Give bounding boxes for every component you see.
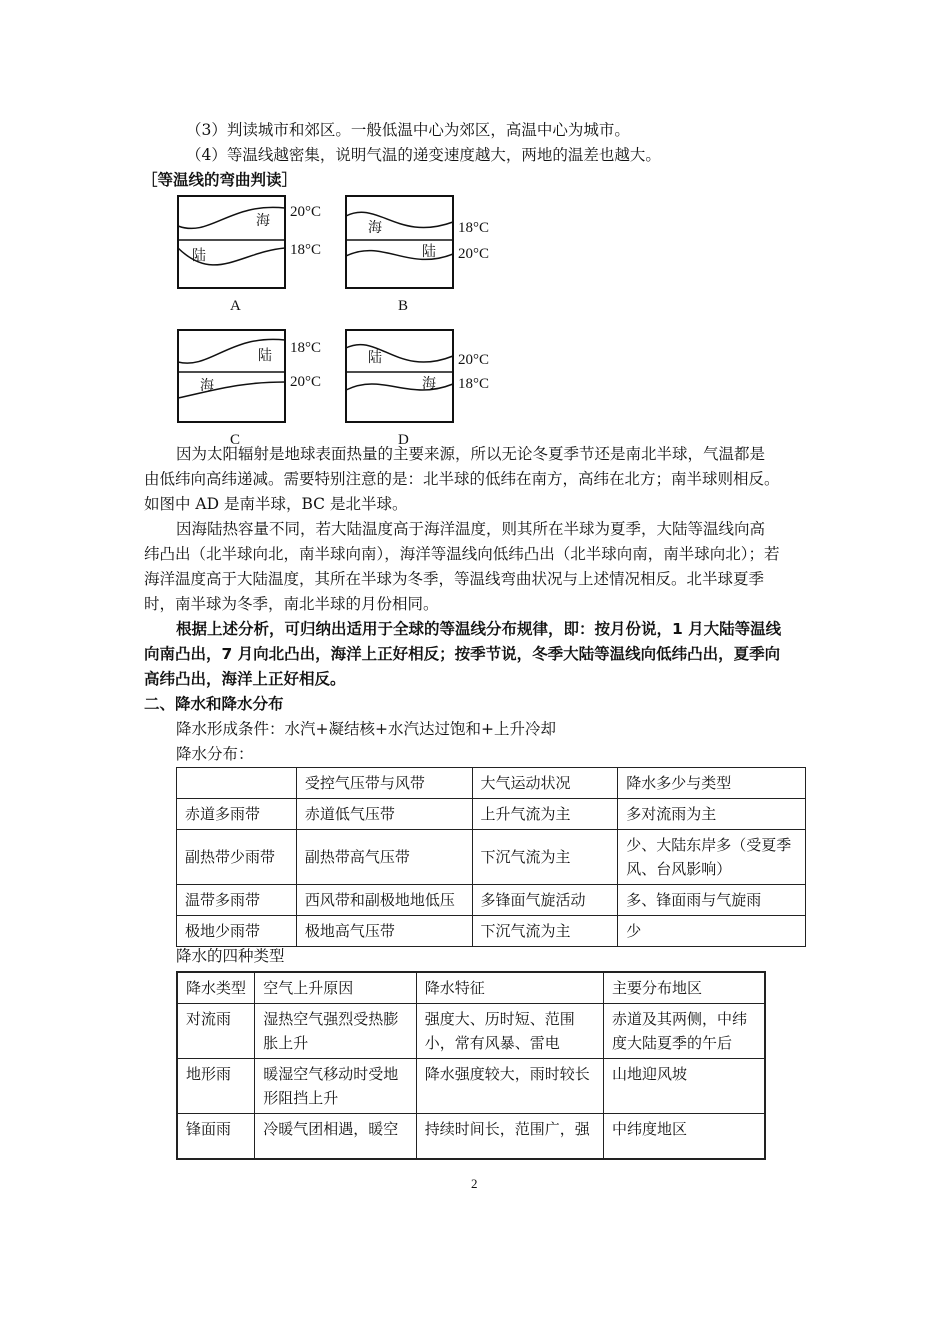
diagram-b-upper-temp: 18°C bbox=[458, 220, 490, 236]
table-cell: 极地高气压带 bbox=[296, 916, 472, 947]
table-cell: 强度大、历时短、范围小，常有风暴、雷电 bbox=[416, 1004, 603, 1059]
table-cell: 温带多雨带 bbox=[177, 885, 297, 916]
diagram-a-upper-temp: 20°C bbox=[290, 204, 322, 220]
table-cell: 地形雨 bbox=[177, 1059, 255, 1114]
diagram-a-caption: A bbox=[230, 298, 241, 314]
diagram-b-lower-label: 陆 bbox=[422, 244, 436, 260]
diagram-d-caption: D bbox=[398, 432, 409, 448]
diagram-c-lower-temp: 20°C bbox=[290, 374, 322, 390]
diagram-b-caption: B bbox=[398, 298, 409, 314]
table-cell: 赤道及其两侧，中纬度大陆夏季的午后 bbox=[604, 1004, 765, 1059]
table-cell: 上升气流为主 bbox=[472, 799, 618, 830]
isotherm-diagram-b bbox=[338, 192, 503, 317]
table-row bbox=[177, 1114, 765, 1160]
intro-line-4: （4）等温线越密集，说明气温的递变速度越大，两地的温差也越大。 bbox=[186, 146, 661, 164]
table-cell: 下沉气流为主 bbox=[472, 830, 618, 885]
table-cell: 赤道多雨带 bbox=[177, 799, 297, 830]
table-cell: 中纬度地区 bbox=[604, 1114, 765, 1160]
isotherm-diagram-c bbox=[170, 326, 330, 451]
types-label: 降水的四种类型 bbox=[176, 947, 285, 965]
diagram-d-lower-label: 海 bbox=[422, 376, 436, 392]
table-cell: 赤道低气压带 bbox=[296, 799, 472, 830]
table-row bbox=[177, 916, 806, 947]
summary-line2: 向南凸出，7 月向北凸出，海洋上正好相反；按季节说，冬季大陆等温线向低纬凸出，夏季向 bbox=[144, 645, 781, 663]
paragraph1-line2: 由低纬向高纬递减。需要特别注意的是：北半球的低纬在南方，高纬在北方；南半球则相反。 bbox=[144, 470, 780, 488]
table-cell: 冷暖气团相遇，暖空 bbox=[255, 1114, 416, 1160]
table-cell: 多锋面气旋活动 bbox=[472, 885, 618, 916]
paragraph2-line3: 海洋温度高于大陆温度，其所在半球为冬季，等温线弯曲状况与上述情况相反。北半球夏季 bbox=[144, 570, 765, 588]
table-header-cell: 降水类型 bbox=[177, 972, 255, 1004]
formation-conditions: 降水形成条件：水汽+凝结核+水汽达过饱和+上升冷却 bbox=[176, 720, 556, 738]
isotherm-diagram-d bbox=[338, 326, 503, 451]
table-cell: 下沉气流为主 bbox=[472, 916, 618, 947]
table-row bbox=[177, 1004, 765, 1059]
table-cell: 锋面雨 bbox=[177, 1114, 255, 1160]
table-cell: 西风带和副极地地低压 bbox=[296, 885, 472, 916]
table-header-cell: 主要分布地区 bbox=[604, 972, 765, 1004]
table-header-row bbox=[177, 768, 806, 799]
table-header-cell: 降水特征 bbox=[416, 972, 603, 1004]
table-row bbox=[177, 799, 806, 830]
paragraph1-line1: 因为太阳辐射是地球表面热量的主要来源，所以无论冬夏季节还是南北半球，气温都是 bbox=[176, 445, 766, 463]
table-cell: 副热带高气压带 bbox=[296, 830, 472, 885]
diagram-c-lower-label: 海 bbox=[200, 378, 214, 394]
diagram-a-lower-temp: 18°C bbox=[290, 242, 322, 258]
paragraph2-line2: 纬凸出（北半球向北，南半球向南），海洋等温线向低纬凸出（北半球向南，南半球向北）；若 bbox=[144, 545, 780, 563]
table-row bbox=[177, 1059, 765, 1114]
precipitation-belt-table bbox=[176, 767, 806, 947]
diagram-d-upper-temp: 20°C bbox=[458, 352, 490, 368]
intro-line-3: （3）判读城市和郊区。一般低温中心为郊区，高温中心为城市。 bbox=[186, 121, 630, 139]
diagram-c-caption: C bbox=[230, 432, 241, 448]
table-header-cell: 空气上升原因 bbox=[255, 972, 416, 1004]
heading-precipitation: 二、降水和降水分布 bbox=[144, 695, 284, 713]
paragraph1-line3: 如图中 AD 是南半球，BC 是北半球。 bbox=[144, 495, 408, 513]
precipitation-type-table bbox=[176, 971, 766, 1160]
diagram-b-lower-temp: 20°C bbox=[458, 246, 490, 262]
table-cell: 极地少雨带 bbox=[177, 916, 297, 947]
table-header-cell: 大气运动状况 bbox=[472, 768, 618, 799]
isotherm-diagram-a bbox=[170, 192, 330, 317]
table-cell: 少 bbox=[618, 916, 806, 947]
table-cell: 副热带少雨带 bbox=[177, 830, 297, 885]
summary-line3: 高纬凸出，海洋上正好相反。 bbox=[144, 670, 346, 688]
table-cell: 降水强度较大，雨时较长 bbox=[416, 1059, 603, 1114]
table-cell: 多对流雨为主 bbox=[618, 799, 806, 830]
summary-line1: 根据上述分析，可归纳出适用于全球的等温线分布规律，即：按月份说，1 月大陆等温线 bbox=[176, 620, 782, 638]
table-cell: 对流雨 bbox=[177, 1004, 255, 1059]
table-header-cell: 降水多少与类型 bbox=[618, 768, 806, 799]
table-header-cell: 受控气压带与风带 bbox=[296, 768, 472, 799]
diagram-a-upper-label: 海 bbox=[256, 213, 270, 229]
diagram-d-upper-label: 陆 bbox=[368, 350, 382, 366]
table-cell: 少、大陆东岸多（受夏季风、台风影响） bbox=[618, 830, 806, 885]
diagram-b-upper-label: 海 bbox=[368, 220, 382, 236]
table-header-cell bbox=[177, 768, 297, 799]
paragraph2-line1: 因海陆热容量不同，若大陆温度高于海洋温度，则其所在半球为夏季，大陆等温线向高 bbox=[176, 520, 766, 538]
paragraph2-line4: 时，南半球为冬季，南北半球的月份相同。 bbox=[144, 595, 439, 613]
table-cell: 持续时间长，范围广，强 bbox=[416, 1114, 603, 1160]
table-cell: 山地迎风坡 bbox=[604, 1059, 765, 1114]
diagram-a-lower-label: 陆 bbox=[192, 248, 206, 264]
distribution-label: 降水分布： bbox=[176, 745, 254, 763]
diagram-c-upper-label: 陆 bbox=[258, 348, 272, 364]
page-number: 2 bbox=[471, 1176, 478, 1191]
table-cell: 多、锋面雨与气旋雨 bbox=[618, 885, 806, 916]
table-row bbox=[177, 885, 806, 916]
diagram-d-lower-temp: 18°C bbox=[458, 376, 490, 392]
section-heading-isotherm: ［等温线的弯曲判读］ bbox=[142, 171, 298, 189]
diagram-c-upper-temp: 18°C bbox=[290, 340, 322, 356]
table-header-row bbox=[177, 972, 765, 1004]
table-row bbox=[177, 830, 806, 885]
table-cell: 湿热空气强烈受热膨胀上升 bbox=[255, 1004, 416, 1059]
table-cell: 暖湿空气移动时受地形阻挡上升 bbox=[255, 1059, 416, 1114]
